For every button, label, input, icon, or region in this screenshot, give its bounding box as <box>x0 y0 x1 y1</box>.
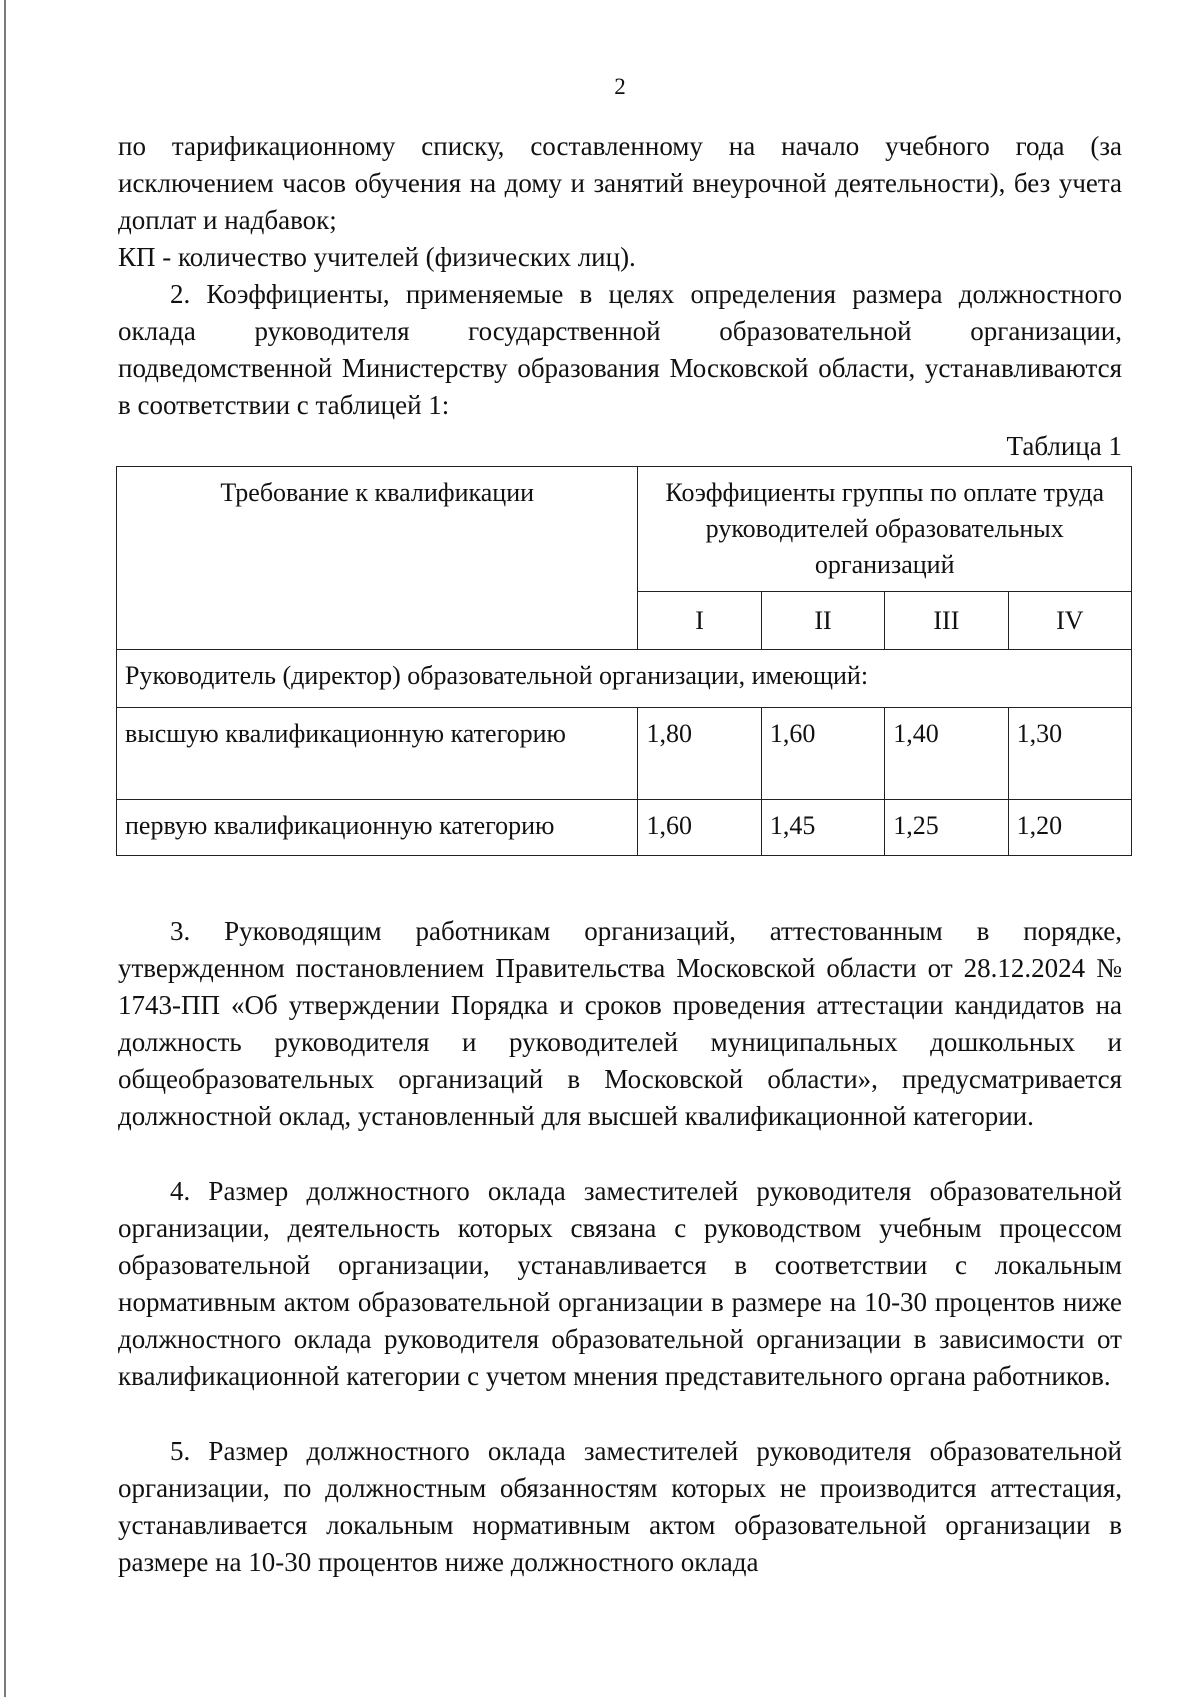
paragraph-continuation: по тарификационному списку, составленному на начало учебного года (за исключением часов обучения на дому и занятий внеурочной деятельности), без учета доплат и надбавок; <box>118 131 1122 235</box>
paragraph-item-3: 3. Руководящим работникам организаций, аттестованным в порядке, утвержденном постановлением Правительства Московской области от 28.12.2024 № 1743-ПП «Об утверждении Порядка и сроков проведения аттестации кандидатов на должность руководителя и руководителей муниципальных дошкольных и общеобразовательных организаций в Московской области», предусматривается должностной оклад, установленный для высшей квалификационной категории. <box>118 916 1122 1131</box>
header-requirement: Требование к квалификации <box>117 467 638 650</box>
table-cell: 1,25 <box>885 800 1008 856</box>
table-cell: 1,40 <box>885 708 1008 800</box>
table-caption: Таблица 1 <box>1006 431 1122 461</box>
table-cell: 1,45 <box>761 800 884 856</box>
table-cell: 1,60 <box>761 708 884 800</box>
paragraph-item-2: 2. Коэффициенты, применяемые в целях определения размера должностного оклада руководителя государственной образовательной организации, подведомственной Министерству образования Московской области, устанавливаются в соответствии с таблицей 1: <box>118 279 1122 420</box>
group-header-2: II <box>761 592 884 650</box>
table-row-label: первую квалификационную категорию <box>117 800 638 856</box>
table-cell: 1,80 <box>638 708 761 800</box>
page-number: 2 <box>614 74 626 99</box>
group-header-3: III <box>885 592 1008 650</box>
paragraph-kp-definition: КП - количество учителей (физических лиц). <box>118 242 636 272</box>
group-header-4: IV <box>1008 592 1131 650</box>
table-cell: 1,60 <box>638 800 761 856</box>
coefficients-table <box>116 466 1132 856</box>
scan-edge-line <box>4 0 6 1697</box>
group-header-1: I <box>638 592 761 650</box>
paragraph-item-5: 5. Размер должностного оклада заместителей руководителя образовательной организации, по должностным обязанностям которых не производится аттестация, устанавливается локальным нормативным актом образовательной организации в размере на 10-30 процентов ниже должностного оклада <box>118 1436 1122 1577</box>
table-section-label: Руководитель (директор) образовательной организации, имеющий: <box>117 650 1132 708</box>
table-cell: 1,30 <box>1008 708 1131 800</box>
paragraph-item-4: 4. Размер должностного оклада заместителей руководителя образовательной организации, деятельность которых связана с руководством учебным процессом образовательной организации, устанавливается в соответствии с локальным нормативным актом образовательной организации в размере на 10-30 процентов ниже должностного оклада руководителя образовательной организации в зависимости от квалификационной категории с учетом мнения представительного органа работников. <box>118 1176 1122 1391</box>
header-coefficients: Коэффициенты группы по оплате труда руководителей образовательных организаций <box>638 467 1132 592</box>
table-row-label: высшую квалификационную категорию <box>117 708 638 800</box>
table-cell: 1,20 <box>1008 800 1131 856</box>
